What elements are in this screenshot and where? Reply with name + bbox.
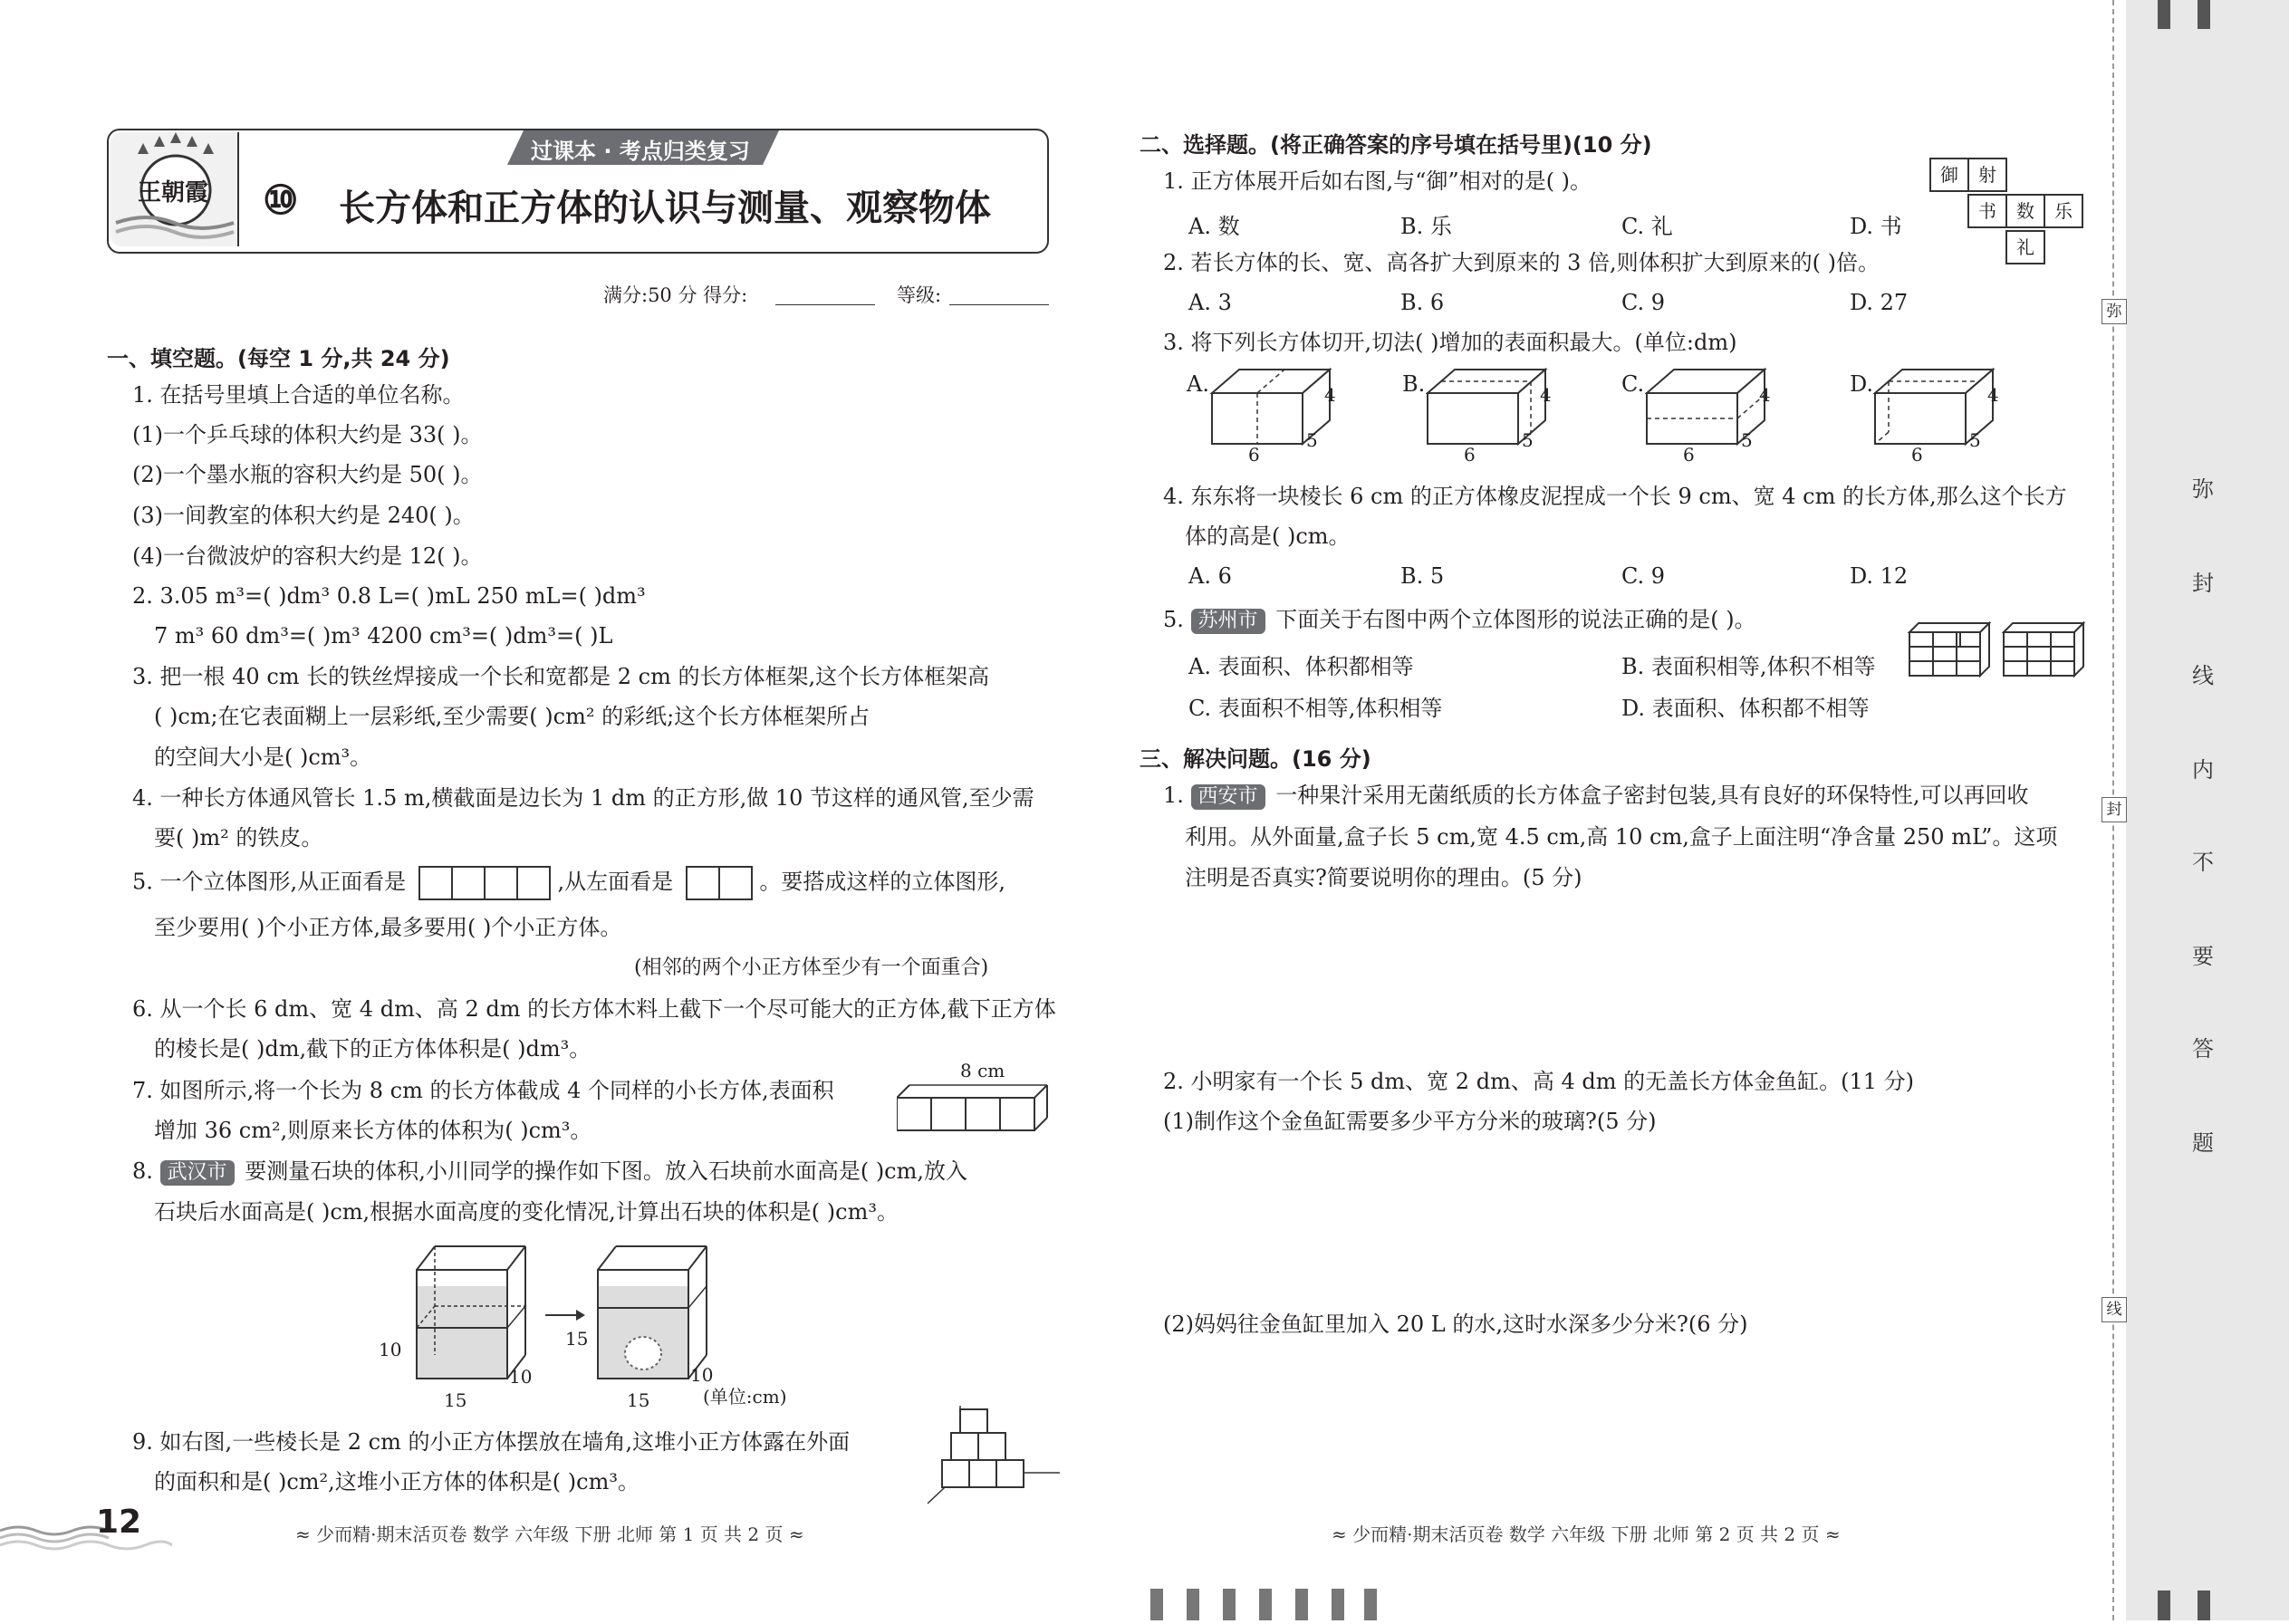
s1-line-5: 2. 3.05 m³=( )dm³ 0.8 L=( )mL 250 mL=( )dm³ [132, 583, 646, 609]
q3-cuboid-b [1426, 366, 1553, 447]
q5-text-c: 。要搭成这样的立体图形, [759, 869, 1005, 895]
s2-q4-opt-c: C. 9 [1621, 563, 1666, 589]
q3d-h: 4 [1987, 384, 1999, 406]
q7-cuboid-figure [897, 1083, 1060, 1134]
s2-q2: 2. 若长方体的长、宽、高各扩大到原来的 3 倍,则体积扩大到原来的( )倍。 [1163, 250, 1880, 275]
q5-solids-figure [1906, 616, 2087, 681]
s2-q2-opt-b: B. 6 [1400, 290, 1445, 315]
q3a-w: 6 [1248, 444, 1260, 466]
s3-q1-row: 1. 西安市 一种果汁采用无菌纸质的长方体盒子密封包装,具有良好的环保特性,可以再回收 [1163, 783, 2029, 808]
footer-right: ≈ 少而精·期末活页卷 数学 六年级 下册 北师 第 2 页 共 2 页 ≈ [1332, 1523, 1841, 1545]
s3-q2-1: (1)制作这个金鱼缸需要多少平方分米的玻璃?(5 分) [1163, 1109, 1657, 1134]
q8-city-tag: 武汉市 [160, 1160, 235, 1186]
net-cell-shu2: 数 [2005, 194, 2045, 228]
q7-text-b: 增加 36 cm²,则原来长方体的体积为( )cm³。 [154, 1118, 592, 1143]
s3-q1-text-c: 注明是否真实?简要说明你的理由。(5 分) [1185, 865, 1582, 890]
q8-text-b: 石块后水面高是( )cm,根据水面高度的变化情况,计算出石块的体积是( )cm³。 [154, 1199, 899, 1225]
q8-label-h2: 15 [565, 1328, 589, 1350]
s2-q3-opt-d: D. [1850, 371, 1874, 397]
page-number-waves [0, 1518, 172, 1558]
s3-q1-text-b: 利用。从外面量,盒子长 5 cm,宽 4.5 cm,高 10 cm,盒子上面注明“净含量 250 mL”。这项 [1185, 824, 2058, 850]
q8-label-w2: 15 [627, 1389, 650, 1411]
s1-line-11: 要( )m² 的铁皮。 [154, 825, 323, 850]
strip-char-4: 不 [2192, 850, 2214, 875]
section2-title: 二、选择题。(将正确答案的序号填在括号里)(10 分) [1140, 132, 1652, 158]
s2-q4-opt-b: B. 5 [1400, 563, 1445, 589]
s2-q1-opt-c: C. 礼 [1621, 214, 1673, 239]
q9-corner-cubes-figure [924, 1406, 1060, 1505]
unit-number: ⑩ [263, 178, 299, 224]
q3-cuboid-c [1645, 366, 1772, 447]
grade-label: 等级: [897, 284, 942, 306]
s2-q3-opt-a: A. [1187, 371, 1209, 397]
q5-text-b: ,从左面看是 [557, 869, 674, 895]
net-cell-li: 礼 [2005, 230, 2045, 264]
s1-line-10: 4. 一种长方体通风管长 1.5 m,横截面是边长为 1 dm 的正方形,做 10 节这样的通风管,至少需 [132, 785, 1034, 811]
grade-blank [949, 304, 1049, 305]
s1-line-2: (2)一个墨水瓶的容积大约是 50( )。 [132, 462, 483, 487]
s1-line-8: ( )cm;在它表面糊上一层彩纸,至少需要( )cm² 的彩纸;这个长方体框架所占 [154, 704, 870, 729]
s1-line-0: 1. 在括号里填上合适的单位名称。 [132, 382, 465, 408]
s1-line-1: (1)一个乒乓球的体积大约是 33( )。 [132, 422, 483, 447]
q5-text-d: 至少要用( )个小正方体,最多要用( )个小正方体。 [154, 915, 622, 940]
page-title: 长方体和正方体的认识与测量、观察物体 [339, 187, 991, 229]
logo-text: 王朝霞 [138, 179, 209, 207]
section3-title: 三、解决问题。(16 分) [1140, 746, 1371, 772]
net-cell-she: 射 [1967, 158, 2007, 192]
q9-text-b: 的面积和是( )cm²,这堆小正方体的体积是( )cm³。 [154, 1469, 640, 1494]
bottom-registration-marks [1150, 1589, 1377, 1624]
left-view-grid [688, 866, 753, 900]
q9-text-a: 9. 如右图,一些棱长是 2 cm 的小正方体摆放在墙角,这堆小正方体露在外面 [132, 1429, 851, 1455]
net-cell-yu: 御 [1929, 158, 1969, 192]
s2-q5-text: 下面关于右图中两个立体图形的说法正确的是( )。 [1275, 607, 1756, 632]
q8-label-d1: 10 [509, 1366, 533, 1388]
line-mark-xian: 线 [2101, 1297, 2127, 1322]
s2-q1-opt-a: A. 数 [1188, 214, 1240, 239]
s2-q1-opt-d: D. 书 [1850, 214, 1902, 239]
s2-q5-opt-b: B. 表面积相等,体积不相等 [1621, 654, 1876, 679]
s2-q4-b: 体的高是( )cm。 [1185, 524, 1351, 549]
strip-char-2: 线 [2192, 663, 2214, 688]
q5-text-a: 5. 一个立体图形,从正面看是 [132, 869, 407, 895]
s3-q2-2: (2)妈妈往金鱼缸里加入 20 L 的水,这时水深多少分米?(6 分) [1163, 1312, 1748, 1337]
banner-text: 过课本 · 考点归类复习 [531, 139, 750, 164]
s2-q3-opt-c: C. [1621, 371, 1645, 397]
q3c-h: 4 [1759, 384, 1771, 406]
section1-title: 一、填空题。(每空 1 分,共 24 分) [107, 346, 450, 371]
strip-char-5: 要 [2192, 944, 2214, 969]
s2-q5-opt-a: A. 表面积、体积都相等 [1188, 654, 1414, 679]
q8-row: 8. 武汉市 要测量石块的体积,小川同学的操作如下图。放入石块前水面高是( )cm,放入 [132, 1158, 968, 1184]
s1-line-6: 7 m³ 60 dm³=( )m³ 4200 cm³=( )dm³=( )L [154, 623, 613, 649]
s3-q1-text-a: 一种果汁采用无菌纸质的长方体盒子密封包装,具有良好的环保特性,可以再回收 [1275, 783, 2029, 808]
line-mark-feng: 封 [2101, 797, 2127, 822]
s2-q2-opt-c: C. 9 [1621, 290, 1666, 315]
q6-text-a: 6. 从一个长 6 dm、宽 4 dm、高 2 dm 的长方体木料上截下一个尽可能大的正方体,截下正方体 [132, 996, 1056, 1022]
s2-q5-opt-c: C. 表面积不相等,体积相等 [1188, 696, 1443, 721]
q7-text-a: 7. 如图所示,将一个长为 8 cm 的长方体截成 4 个同样的小长方体,表面积 [132, 1078, 834, 1103]
s3-q2: 2. 小明家有一个长 5 dm、宽 2 dm、高 4 dm 的无盖长方体金鱼缸。(11 分) [1163, 1069, 1914, 1094]
q8-label-d2: 10 [690, 1364, 714, 1386]
s2-q4-opt-d: D. 12 [1850, 563, 1909, 589]
s2-q5-row: 5. 苏州市 下面关于右图中两个立体图形的说法正确的是( )。 [1163, 607, 1756, 632]
s2-q3-opt-b: B. [1402, 371, 1426, 397]
q8-label-w1: 15 [444, 1389, 467, 1411]
s2-q1-opt-b: B. 乐 [1400, 214, 1452, 239]
s2-q4-opt-a: A. 6 [1188, 563, 1232, 589]
q5-note: (相邻的两个小正方体至少有一个面重合) [634, 956, 989, 979]
q8-tank-figure [371, 1237, 734, 1409]
q8-label-h1: 10 [379, 1339, 402, 1360]
s1-line-7: 3. 把一根 40 cm 长的铁丝焊接成一个长和宽都是 2 cm 的长方体框架,这个长方体框架高 [132, 664, 990, 689]
score-line: 满分:50 分 得分: [603, 284, 748, 306]
score-blank [775, 304, 875, 305]
q3b-h: 4 [1540, 384, 1552, 406]
s2-q1: 1. 正方体展开后如右图,与“御”相对的是( )。 [1163, 168, 1592, 194]
q3d-w: 6 [1911, 444, 1923, 466]
net-cell-le: 乐 [2044, 194, 2083, 228]
line-mark-mi: 弥 [2101, 299, 2127, 324]
page-number: 12 [96, 1504, 142, 1541]
footer-left: ≈ 少而精·期末活页卷 数学 六年级 下册 北师 第 1 页 共 2 页 ≈ [295, 1523, 804, 1545]
strip-char-0: 弥 [2192, 476, 2214, 502]
s2-q3: 3. 将下列长方体切开,切法( )增加的表面积最大。(单位:dm) [1163, 330, 1737, 355]
s2-q5-city-tag: 苏州市 [1191, 609, 1265, 634]
strip-char-7: 题 [2192, 1130, 2214, 1156]
q6-text-b: 的棱长是( )dm,截下的正方体体积是( )dm³。 [154, 1036, 591, 1062]
q5-row [132, 866, 1005, 900]
front-view-grid [420, 866, 551, 900]
s2-q4-a: 4. 东东将一块棱长 6 cm 的正方体橡皮泥捏成一个长 9 cm、宽 4 cm 的长方体,那么这个长方 [1163, 484, 2067, 509]
s1-line-4: (4)一台微波炉的容积大约是 12( )。 [132, 543, 483, 569]
q3c-w: 6 [1683, 444, 1695, 466]
q7-figure-label: 8 cm [960, 1060, 1005, 1081]
q8-unit-label: (单位:cm) [703, 1386, 787, 1408]
top-strip-marks [2158, 0, 2221, 33]
q3b-d: 5 [1522, 429, 1534, 451]
strip-char-6: 答 [2192, 1036, 2214, 1062]
q3-cuboid-a [1210, 366, 1337, 447]
net-cell-shu: 书 [1967, 194, 2007, 228]
s2-q5-opt-d: D. 表面积、体积都不相等 [1621, 696, 1870, 721]
bottom-strip-marks [2158, 1590, 2221, 1624]
binding-strip [2126, 0, 2289, 1620]
q3b-w: 6 [1464, 444, 1476, 466]
logo-badge [111, 132, 239, 246]
s2-q2-opt-a: A. 3 [1188, 290, 1232, 315]
q3d-d: 5 [1969, 429, 1981, 451]
strip-char-1: 封 [2192, 571, 2214, 596]
s1-line-9: 的空间大小是( )cm³。 [154, 745, 372, 770]
q3a-h: 4 [1324, 384, 1336, 406]
q8-text-a: 要测量石块的体积,小川同学的操作如下图。放入石块前水面高是( )cm,放入 [245, 1158, 968, 1184]
q3-cuboid-d [1873, 366, 2000, 447]
s2-q2-opt-d: D. 27 [1850, 290, 1909, 315]
s1-line-3: (3)一间教室的体积大约是 240( )。 [132, 503, 475, 528]
s3-q1-city-tag: 西安市 [1191, 784, 1265, 810]
strip-char-3: 内 [2192, 757, 2214, 783]
q3c-d: 5 [1741, 429, 1753, 451]
q3a-d: 5 [1306, 429, 1318, 451]
